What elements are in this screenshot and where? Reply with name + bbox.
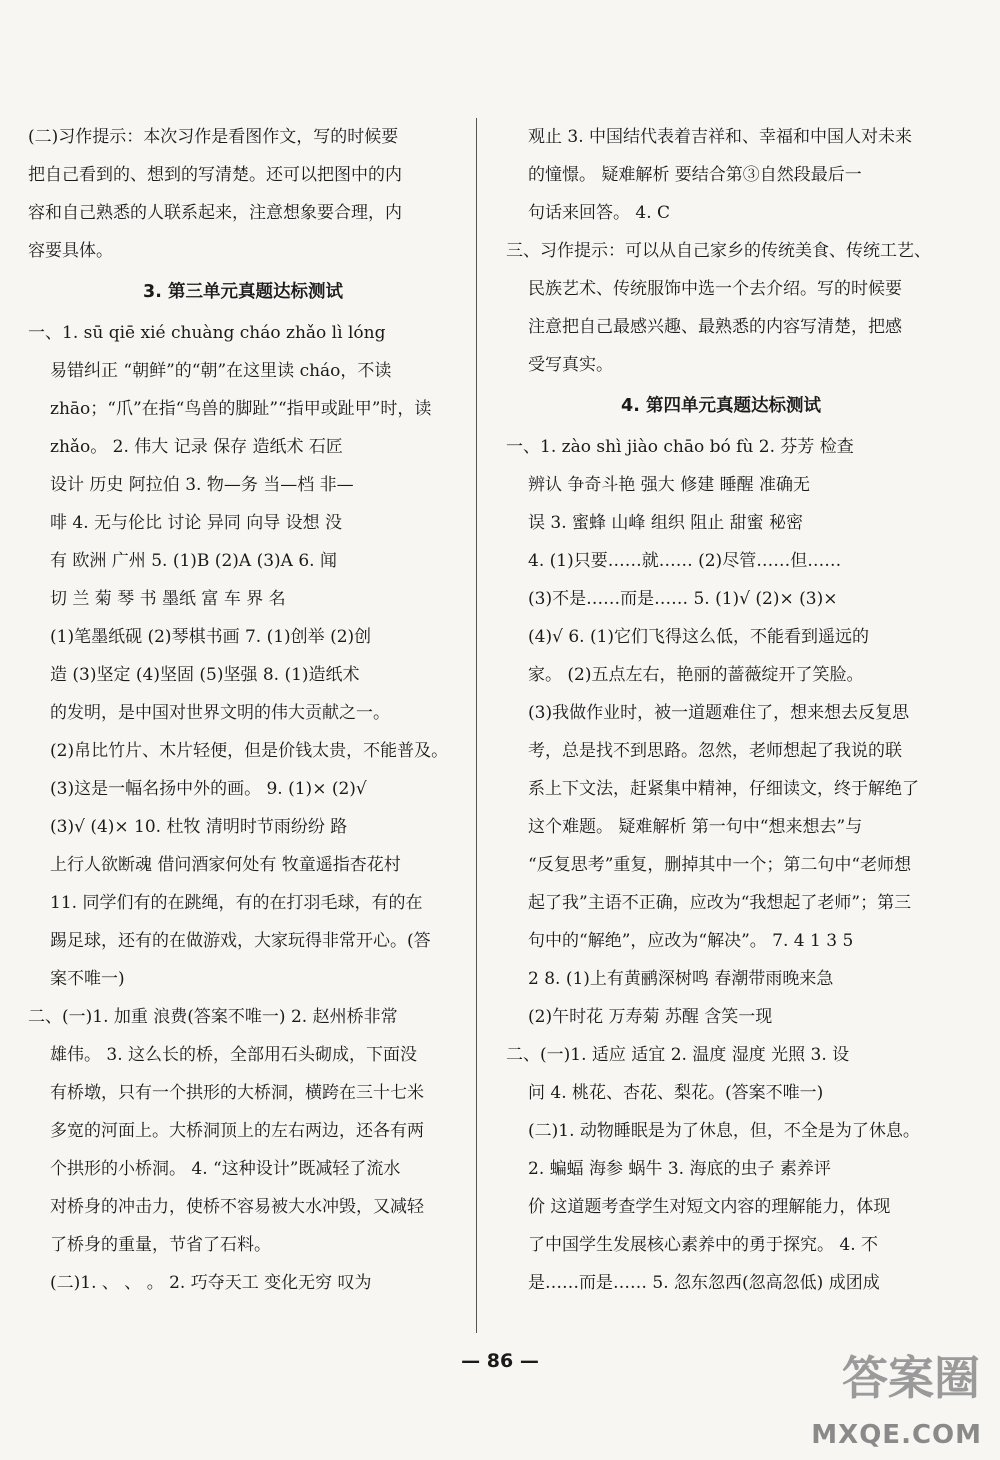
text-line: (4)√ 6. (1)它们飞得这么低，不能看到遥远的: [528, 627, 870, 647]
section-heading: 4. 第四单元真题达标测试: [621, 396, 821, 416]
text-line: 11. 同学们有的在跳绳，有的在打羽毛球，有的在: [50, 893, 423, 913]
text-line: 啡 4. 无与伦比 讨论 异同 向导 设想 没: [50, 513, 343, 533]
watermark-url: MXQE.COM: [811, 1420, 982, 1450]
text-line: 一、1. sū qiē xié chuàng cháo zhǎo lì lóng: [28, 323, 386, 343]
text-line: (2)帛比竹片、木片轻便，但是价钱太贵，不能普及。: [50, 741, 449, 761]
text-line: zhāo；“爪”在指“鸟兽的脚趾”“指甲或趾甲”时，读: [50, 399, 432, 419]
text-line: 句话来回答。 4. C: [528, 203, 671, 223]
text-line: zhǎo。 2. 伟大 记录 保存 造纸术 石匠: [50, 437, 343, 457]
text-line: 的发明，是中国对世界文明的伟大贡献之一。: [50, 703, 390, 723]
text-line: 设计 历史 阿拉伯 3. 物—务 当—档 非—: [50, 475, 354, 495]
text-line: 雄伟。 3. 这么长的桥，全部用石头砌成，下面没: [50, 1045, 418, 1065]
column-divider: [476, 118, 477, 1333]
text-line: (2)午时花 万寿菊 苏醒 含笑一现: [528, 1007, 773, 1027]
text-line: 把自己看到的、想到的写清楚。还可以把图中的内: [28, 165, 402, 185]
text-line: 家。 (2)五点左右，艳丽的蔷薇绽开了笑脸。: [528, 665, 864, 685]
text-line: 切 兰 菊 琴 书 墨纸 富 车 界 名: [50, 589, 286, 609]
right-column: [506, 118, 936, 1302]
left-column: [28, 118, 458, 1302]
text-line: 问 4. 桃花、杏花、梨花。(答案不唯一): [528, 1083, 824, 1103]
text-line: 易错纠正 “朝鲜”的“朝”在这里读 cháo，不读: [50, 361, 392, 381]
text-line: (二)1. 动物睡眠是为了休息，但，不全是为了休息。: [528, 1121, 920, 1141]
text-line: 踢足球，还有的在做游戏，大家玩得非常开心。(答: [50, 931, 431, 951]
text-line: 句中的“解绝”，应改为“解决”。 7. 4 1 3 5: [528, 931, 854, 951]
text-line: 误 3. 蜜蜂 山峰 组织 阻止 甜蜜 秘密: [528, 513, 804, 533]
text-line: 是……而是…… 5. 忽东忽西(忽高忽低) 成团成: [528, 1273, 880, 1293]
text-line: 受写真实。: [528, 355, 613, 375]
text-line: 2. 蝙蝠 海参 蜗牛 3. 海底的虫子 素养评: [528, 1159, 831, 1179]
text-line: 多宽的河面上。大桥洞顶上的左右两边，还各有两: [50, 1121, 424, 1141]
text-line: 民族艺术、传统服饰中选一个去介绍。写的时候要: [528, 279, 902, 299]
text-line: 了桥身的重量，节省了石料。: [50, 1235, 271, 1255]
text-line: 个拱形的小桥洞。 4. “这种设计”既减轻了流水: [50, 1159, 401, 1179]
text-line: 二、(一)1. 加重 浪费(答案不唯一) 2. 赵州桥非常: [28, 1007, 398, 1027]
text-line: 辨认 争奇斗艳 强大 修建 睡醒 准确无: [528, 475, 811, 495]
section-heading: 3. 第三单元真题达标测试: [143, 282, 343, 302]
text-line: 价 这道题考查学生对短文内容的理解能力，体现: [528, 1197, 891, 1217]
text-line: 4. (1)只要……就…… (2)尽管……但……: [528, 551, 842, 571]
text-line: 系上下文法，赶紧集中精神，仔细读文，终于解绝了: [528, 779, 919, 799]
text-line: 有 欧洲 广州 5. (1)B (2)A (3)A 6. 闻: [50, 551, 337, 571]
text-line: (二)1. 、 、 。 2. 巧夺天工 变化无穷 叹为: [50, 1273, 372, 1293]
text-line: 有桥墩，只有一个拱形的大桥洞，横跨在三十七米: [50, 1083, 424, 1103]
text-line: 对桥身的冲击力，使桥不容易被大水冲毁，又减轻: [50, 1197, 424, 1217]
text-line: 考，总是找不到思路。忽然，老师想起了我说的联: [528, 741, 902, 761]
text-line: 了中国学生发展核心素养中的勇于探究。 4. 不: [528, 1235, 879, 1255]
text-line: (3)我做作业时，被一道题难住了，想来想去反复思: [528, 703, 910, 723]
text-line: (3)这是一幅名扬中外的画。 9. (1)× (2)√: [50, 779, 367, 799]
text-line: 注意把自己最感兴趣、最熟悉的内容写清楚，把感: [528, 317, 902, 337]
text-line: “反复思考”重复，删掉其中一个；第二句中“老师想: [528, 855, 912, 875]
text-line: 起了我”主语不正确，应改为“我想起了老师”；第三: [528, 893, 912, 913]
text-line: 容要具体。: [28, 241, 113, 261]
text-line: 一、1. zào shì jiào chāo bó fù 2. 芬芳 检查: [506, 437, 854, 457]
page-number: — 86 —: [461, 1350, 539, 1372]
watermark-logo-text: 答案圈: [842, 1351, 980, 1405]
text-line: (3)√ (4)× 10. 杜牧 清明时节雨纷纷 路: [50, 817, 348, 837]
text-line: 的憧憬。 疑难解析 要结合第③自然段最后一: [528, 165, 862, 185]
text-line: (1)笔墨纸砚 (2)琴棋书画 7. (1)创举 (2)创: [50, 627, 372, 647]
text-line: 造 (3)坚定 (4)坚固 (5)坚强 8. (1)造纸术: [50, 665, 360, 685]
text-line: 容和自己熟悉的人联系起来，注意想象要合理，内: [28, 203, 402, 223]
text-line: 二、(一)1. 适应 适宜 2. 温度 湿度 光照 3. 设: [506, 1045, 850, 1065]
text-line: 上行人欲断魂 借问酒家何处有 牧童遥指杏花村: [50, 855, 401, 875]
text-line: 这个难题。 疑难解析 第一句中“想来想去”与: [528, 817, 863, 837]
text-line: 案不唯一): [50, 969, 125, 989]
text-line: 三、习作提示：可以从自己家乡的传统美食、传统工艺、: [506, 241, 931, 261]
text-line: (3)不是……而是…… 5. (1)√ (2)× (3)×: [528, 589, 838, 609]
text-line: (二)习作提示：本次习作是看图作文，写的时候要: [28, 127, 399, 147]
text-line: 观止 3. 中国结代表着吉祥和、幸福和中国人对未来: [528, 127, 913, 147]
text-line: 2 8. (1)上有黄鹂深树鸣 春潮带雨晚来急: [528, 969, 834, 989]
